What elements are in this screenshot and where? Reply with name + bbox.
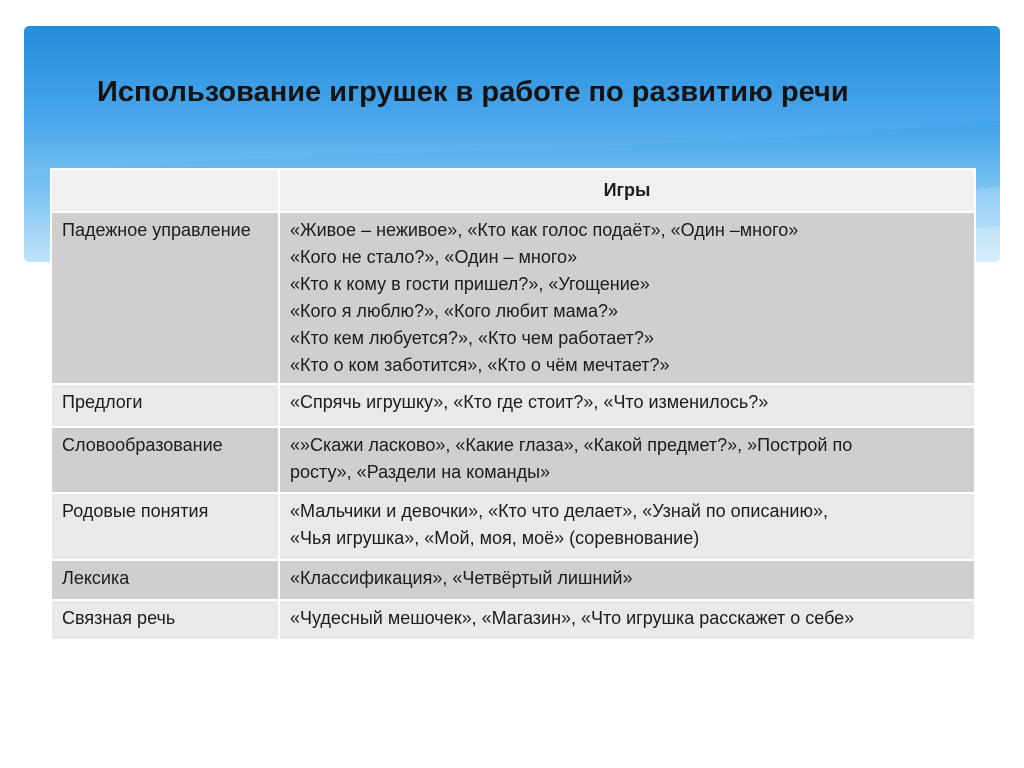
table-row	[51, 212, 975, 384]
games-line: «Классификация», «Четвёртый лишний»	[290, 568, 633, 588]
games-line: «Кто кем любуется?», «Кто чем работает?»	[290, 328, 654, 348]
games-line: «Кто о ком заботится», «Кто о чём мечтает?»	[290, 355, 670, 375]
topic-cell: Словообразование	[51, 427, 279, 493]
games-line: «Живое – неживое», «Кто как голос подаёт», «Один –много»	[290, 220, 799, 240]
topic-cell: Предлоги	[51, 384, 279, 427]
games-line: «Мальчики и девочки», «Кто что делает», «Узнай по описанию»,	[290, 501, 828, 521]
games-line: «Кого я люблю?», «Кого любит мама?»	[290, 301, 619, 321]
table-row	[51, 427, 975, 493]
table-row	[51, 493, 975, 560]
topic-cell: Связная речь	[51, 600, 279, 640]
games-line: «»Скажи ласково», «Какие глаза», «Какой предмет?», »Построй по	[290, 435, 853, 455]
games-line: «Спрячь игрушку», «Кто где стоит?», «Что изменилось?»	[290, 392, 769, 412]
topic-cell: Лексика	[51, 560, 279, 600]
table-header-row	[51, 169, 975, 212]
games-line: «Чудесный мешочек», «Магазин», «Что игрушка расскажет о себе»	[290, 608, 855, 628]
header-cell-topic	[51, 169, 279, 212]
games-line: росту», «Раздели на команды»	[290, 462, 551, 482]
games-table-container	[50, 168, 974, 639]
topic-cell: Падежное управление	[51, 212, 279, 384]
games-line: «Чья игрушка», «Мой, моя, моё» (соревнование)	[290, 528, 700, 548]
table-row	[51, 600, 975, 640]
topic-cell: Родовые понятия	[51, 493, 279, 560]
games-cell	[279, 493, 975, 560]
games-table	[50, 168, 976, 641]
games-line: «Кого не стало?», «Один – много»	[290, 247, 578, 267]
table-row	[51, 560, 975, 600]
games-cell	[279, 427, 975, 493]
games-cell	[279, 384, 975, 427]
games-line: «Кто к кому в гости пришел?», «Угощение»	[290, 274, 650, 294]
header-cell-games: Игры	[279, 169, 975, 212]
table-row	[51, 384, 975, 427]
slide-title: Использование игрушек в работе по развитию речи	[97, 76, 849, 108]
games-cell	[279, 600, 975, 640]
games-cell	[279, 560, 975, 600]
games-cell	[279, 212, 975, 384]
